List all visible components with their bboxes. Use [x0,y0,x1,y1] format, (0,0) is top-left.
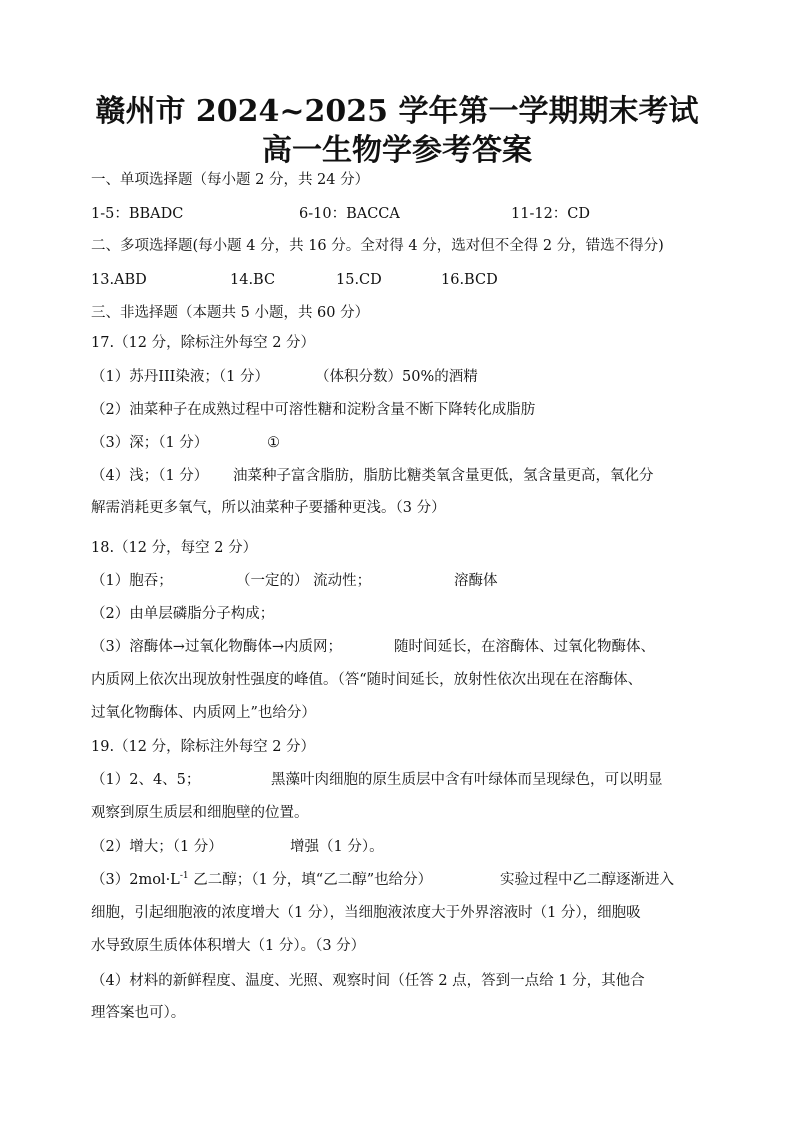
answer-14: 14.BC [230,272,276,288]
q17-part4-cont: 解需消耗更多氧气，所以油菜种子要播种更浅。（3 分） [91,500,446,516]
q19-part3-exponent: -1 [179,871,189,881]
answer-13: 13.ABD [91,272,147,288]
q19-part2-a: （2）增大；（1 分） [91,839,223,855]
q17-part1-a: （1）苏丹III染液；（1 分） [91,369,269,385]
q18-header: 18.（12 分，每空 2 分） [91,540,258,556]
q18-part2: （2）由单层磷脂分子构成； [91,606,275,622]
q19-part4-cont: 理答案也可）。 [91,1005,186,1021]
q17-header: 17.（12 分，除标注外每空 2 分） [91,335,316,351]
q17-part2: （2）油菜种子在成熟过程中可溶性糖和淀粉含量不断下降转化成脂肪 [91,402,536,418]
q17-part3-a: （3）深；（1 分） [91,435,209,451]
q19-part3-cont1: 细胞，引起细胞液的浓度增大（1 分），当细胞液浓度大于外界溶液时（1 分），细胞吸 [91,905,641,921]
q17-part4-a: （4）浅；（1 分） [91,468,209,484]
q18-part3-cont2: 过氧化物酶体、内质网上”也给分） [91,705,316,721]
q19-part3-b: 实验过程中乙二醇逐渐进入 [500,872,674,888]
section1-header: 一、单项选择题（每小题 2 分，共 24 分） [91,172,370,188]
page-title-line1: 赣州市 2024~2025 学年第一学期期末考试 [95,94,699,129]
q19-part3-rest: 乙二醇；（1 分，填“乙二醇”也给分） [188,872,433,888]
q17-part3-b: ① [267,435,280,451]
page-title-line2: 高一生物学参考答案 [262,133,532,168]
section2-header: 二、多项选择题(每小题 4 分，共 16 分。全对得 4 分，选对但不全得 2 分，错选不得分) [91,238,664,254]
q19-header: 19.（12 分，除标注外每空 2 分） [91,739,316,755]
q18-part3-a: （3）溶酶体→过氧化物酶体→内质网； [91,639,343,655]
q18-part1-c: 溶酶体 [454,573,498,589]
answer-15: 15.CD [336,272,382,288]
q18-part1-b: （一定的） 流动性； [236,573,372,589]
q19-part3-a [91,873,432,888]
q18-part3-cont1: 内质网上依次出现放射性强度的峰值。（答“随时间延长，放射性依次出现在在溶酶体、 [91,672,643,688]
section3-header: 三、非选择题（本题共 5 小题，共 60 分） [91,305,370,321]
q19-part1-b: 黑藻叶肉细胞的原生质层中含有叶绿体而呈现绿色，可以明显 [271,772,663,788]
q17-part4-b: 油菜种子富含脂肪，脂肪比糖类氧含量更低，氢含量更高，氧化分 [233,468,654,484]
q18-part3-b: 随时间延长，在溶酶体、过氧化物酶体、 [394,639,655,655]
q17-part1-b: （体积分数）50%的酒精 [315,369,478,385]
answer-11-12: 11-12：CD [511,206,591,222]
q19-part1-a: （1）2、4、5； [91,772,201,788]
q19-part3-cont2: 水导致原生质体体积增大（1 分）。（3 分） [91,938,366,954]
q19-part3-unit: （3）2mol·L [91,872,180,888]
q18-part1-a: （1）胞吞； [91,573,173,589]
q19-part4: （4）材料的新鲜程度、温度、光照、观察时间（任答 2 点，答到一点给 1 分，其他合 [91,973,645,989]
q19-part2-b: 增强（1 分）。 [290,839,384,855]
answer-6-10: 6-10：BACCA [299,206,400,222]
answer-1-5: 1-5：BBADC [91,206,184,222]
q19-part1-cont: 观察到原生质层和细胞壁的位置。 [91,805,309,821]
answer-16: 16.BCD [441,272,498,288]
